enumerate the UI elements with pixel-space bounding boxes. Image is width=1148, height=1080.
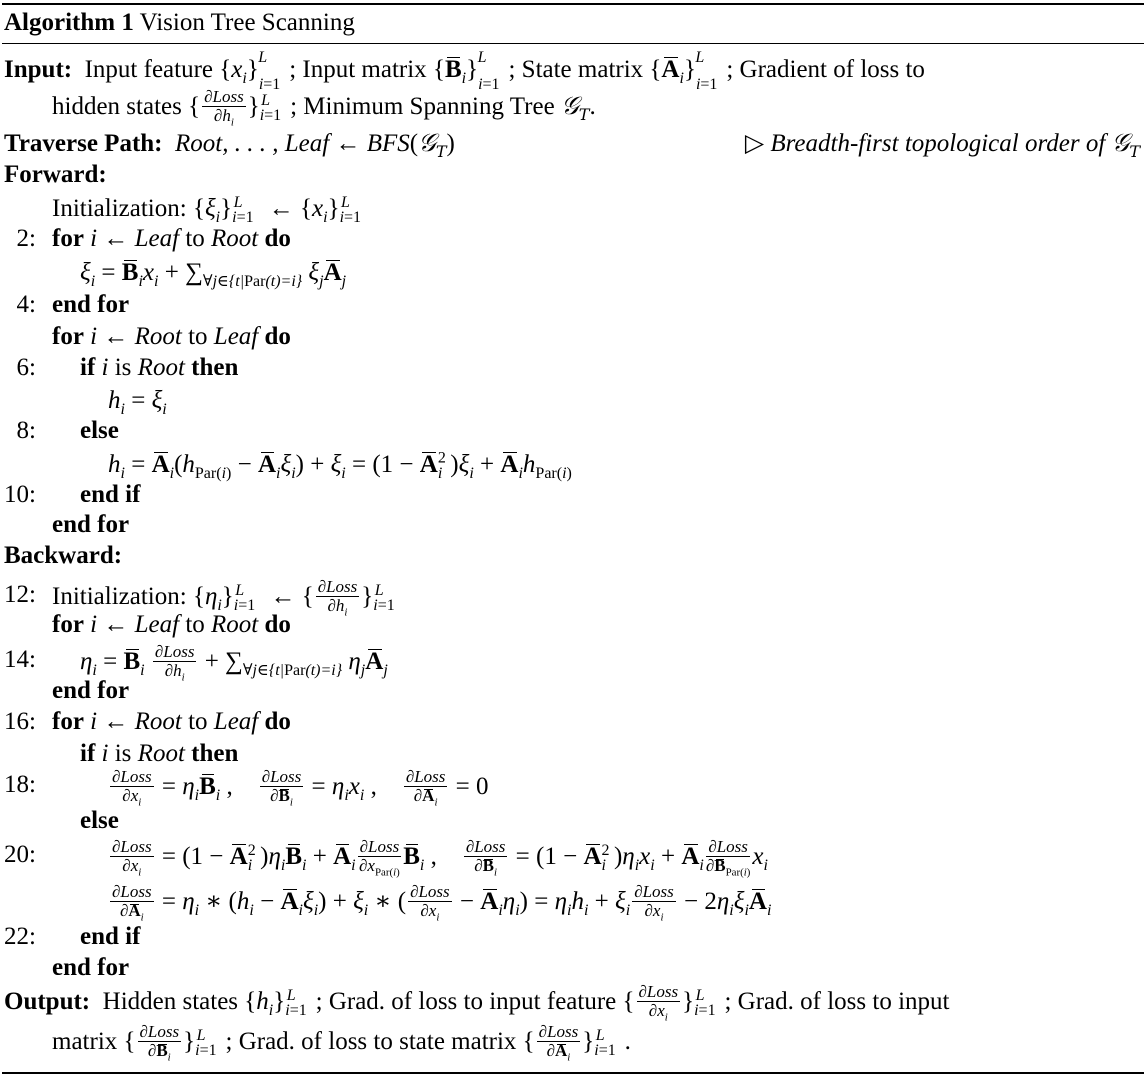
backward-label-text: Backward: xyxy=(4,542,123,569)
math: $\{A_i\}_{i=1}^L$ xyxy=(649,48,718,93)
input-line-1 xyxy=(4,48,925,93)
kw-to: to xyxy=(188,323,208,350)
kw-endif: end if xyxy=(80,923,141,950)
kw-if: if xyxy=(80,740,96,767)
fraction: $\frac{\text{∂Loss}}{\partial x_i}$ xyxy=(638,982,679,1024)
output-matrix-text: matrix xyxy=(52,1028,118,1056)
line-number: 10: xyxy=(4,481,36,508)
kw-endif: end if xyxy=(80,481,141,508)
backward-root-grads: $\frac{\text{∂Loss}}{\partial x_i}$ = $\eta_iB_i$ , $\frac{\text{∂Loss}}{\partial B_i}$ = $\eta_ix_i$ , $\frac{\text{∂Loss}}{\partial A_i}$ = 0 xyxy=(112,767,489,809)
backward-for-2: for i ← Root to Leaf do xyxy=(52,708,291,735)
kw-do: do xyxy=(264,611,291,638)
fraction: $\frac{\text{∂Loss}}{\partial A_i}$ xyxy=(405,767,446,809)
line-number: 8: xyxy=(16,417,36,444)
input-feature-text: Input feature xyxy=(84,56,213,83)
algorithm-label: Algorithm 1 xyxy=(4,9,134,36)
backward-init-text: Initialization: xyxy=(52,583,187,611)
kw-do: do xyxy=(264,323,291,350)
line-number: 18: xyxy=(4,771,36,798)
kw-for: for xyxy=(52,708,84,735)
backward-endfor-1 xyxy=(52,676,129,706)
forward-label-text: Forward: xyxy=(4,161,107,188)
kw-do: do xyxy=(264,225,291,252)
kw-if: if xyxy=(80,354,96,381)
backward-endif xyxy=(80,922,140,952)
fraction: $\frac{\text{∂Loss}}{\partial x_{Par(i)}}$ xyxy=(359,837,400,879)
backward-endfor-2 xyxy=(52,953,129,983)
kw-to: to xyxy=(185,611,205,638)
input-hidden-text: hidden states xyxy=(52,93,182,121)
math: $\{B_i\}_{i=1}^L$ xyxy=(432,48,500,93)
line-number: 20: xyxy=(4,841,36,868)
output-line-2: matrix { $\frac{\text{∂Loss}}{\partial B_i}$ }$_{i=1}^L$ ; Grad. of loss to state matrix { $\frac{\text{∂Loss}}{\partial A_i}$ }$_{i=1}^L$ . xyxy=(52,1022,631,1064)
kw-for: for xyxy=(52,611,84,638)
traverse-label: Traverse Path: xyxy=(4,130,163,157)
bottom-rule xyxy=(2,1072,1144,1074)
output-grad-feature-text: ; Grad. of loss to input feature xyxy=(315,988,617,1016)
traverse-line: Traverse Path: Root, . . . , Leaf ← BFS(𝒢$_T$) xyxy=(4,128,455,161)
top-rule xyxy=(2,3,1144,5)
kw-endfor: end for xyxy=(52,954,130,981)
output-hidden-text: Hidden states xyxy=(102,988,239,1016)
math: $\{x_i\}_{i=1}^L$ xyxy=(219,48,281,93)
forward-else xyxy=(80,416,119,446)
fraction: $\frac{\text{∂Loss}}{\partial B_{Par(i)}}$ xyxy=(705,837,751,879)
input-matrix-text: ; Input matrix xyxy=(289,56,427,83)
forward-init-line: Initialization: $\{\xi_i\}_{i=1}^L$ ← $\{x_i\}_{i=1}^L$ xyxy=(52,193,362,226)
forward-h-eq: $h_i = A_i(h_{Par(i)} - A_i\xi_i) + \xi_i = (1 - A^2_i$ )$\xi_i + A_ih_{Par(i)}$ xyxy=(108,449,572,482)
forward-endfor-1 xyxy=(52,290,129,320)
forward-if: if i is Root then xyxy=(80,354,239,381)
fraction: $\frac{\text{∂Loss}}{\partial x_i}$ xyxy=(410,882,450,924)
kw-then: then xyxy=(191,354,239,381)
forward-init-text: Initialization: xyxy=(52,195,187,222)
backward-if: if i is Root then xyxy=(80,740,239,767)
input-mst-text: ; Minimum Spanning Tree xyxy=(290,93,555,121)
kw-to: to xyxy=(185,225,205,252)
kw-endfor: end for xyxy=(52,677,130,704)
forward-for-1: for i ← Leaf to Root do xyxy=(52,225,291,252)
backward-grads-1: $\frac{\text{∂Loss}}{\partial x_i}$ = ($1 - A^2_i$ )$\eta_iB_i + A_i$ $\frac{\text{∂Loss}}{\partial x_{Par(i)}}$ $B_i$ , $\frac{\text{∂Loss}}{\partial B_i}$ = ($1 - A^2_i$ )$\eta_ix_i + A_i$ $\frac{\text{∂Loss}}{\partial B_{Par(i)}}$ $x_i$ xyxy=(112,837,768,879)
traverse-comment: ▷ Breadth-first topological order of 𝒢$_T$ xyxy=(744,128,1140,161)
input-state-text: ; State matrix xyxy=(508,56,644,83)
backward-grads-2: $\frac{\text{∂Loss}}{\partial A_i}$ = $\eta_i$ ∗ $(h_i - A_i\xi_i) + \xi_i$ ∗ ( $\frac{\text{∂Loss}}{\partial x_i}$ − $A_i\eta_i) = \eta_ih_i + \xi_i$ $\frac{\text{∂Loss}}{\partial x_i}$ − $2\eta_i\xi_iA_i$ xyxy=(112,882,772,924)
output-label: Output: xyxy=(4,988,91,1016)
backward-for-1: for i ← Leaf to Root do xyxy=(52,611,291,638)
line-number: 2: xyxy=(16,225,36,252)
kw-for: for xyxy=(52,323,84,350)
backward-else xyxy=(80,806,119,836)
fraction: $\frac{\text{∂Loss}}{\partial h_i}$ xyxy=(317,577,358,619)
fraction: $\frac{\text{∂Loss}}{\partial A_i}$ xyxy=(112,882,152,924)
kw-endfor: end for xyxy=(52,291,130,318)
forward-endfor-2 xyxy=(52,510,129,540)
fraction: $\frac{\text{∂Loss}}{\partial B_i}$ xyxy=(465,837,506,879)
traverse-comment-text: Breadth-first topological order of xyxy=(770,130,1106,157)
algorithm-title xyxy=(4,8,355,38)
fraction: $\frac{\text{∂Loss}}{\partial h_i}$ xyxy=(154,642,195,684)
kw-do: do xyxy=(264,708,291,735)
forward-for-2: for i ← Root to Leaf do xyxy=(52,323,291,350)
kw-else: else xyxy=(80,807,119,834)
fraction: $\frac{\text{∂Loss}}{\partial x_i}$ xyxy=(112,837,152,879)
fraction: $\frac{\text{∂Loss}}{\partial A_i}$ xyxy=(538,1022,579,1064)
line-number: 22: xyxy=(4,923,36,950)
kw-for: for xyxy=(52,225,84,252)
backward-init-line: Initialization: $\{\eta_i\}_{i=1}^L$ ← { $\frac{\text{∂Loss}}{\partial h_i}$ }$_{i=1}^L$ xyxy=(52,577,395,619)
kw-is: is xyxy=(114,354,132,381)
kw-then: then xyxy=(191,740,239,767)
kw-else: else xyxy=(80,417,119,444)
backward-eta-eq: $\eta_i = B_i$ $\frac{\text{∂Loss}}{\partial h_i}$ + $\sum_{\forall j\in\{t|Par(t)=i\}}$ $\eta_jA_j$ xyxy=(80,642,388,684)
line-number: 16: xyxy=(4,708,36,735)
backward-label xyxy=(4,541,122,571)
forward-label xyxy=(4,160,107,190)
output-grad-input-text: ; Grad. of loss to input xyxy=(724,988,950,1016)
fraction: $\frac{\text{∂Loss}}{\partial x_i}$ xyxy=(634,882,674,924)
forward-endif xyxy=(80,480,140,510)
output-line-1: Output: Hidden states $\{h_i\}_{i=1}^L$ ; Grad. of loss to input feature { $\frac{\text{∂Loss}}{\partial x_i}$ }$_{i=1}^L$ ; Grad. of loss to input xyxy=(4,982,950,1024)
input-line-2: hidden states { $\frac{\text{∂Loss}}{\partial h_i}$ }$_{i=1}^L$ ; Minimum Spanning Tree 𝒢$_T$. xyxy=(52,87,596,129)
line-number: 12: xyxy=(4,581,36,608)
fraction: $\frac{\text{∂Loss}}{\partial x_i}$ xyxy=(112,767,152,809)
kw-endfor: end for xyxy=(52,511,130,538)
input-label: Input: xyxy=(4,56,73,83)
title-rule xyxy=(2,43,1144,44)
output-grad-state-text: ; Grad. of loss to state matrix xyxy=(225,1028,517,1056)
forward-h-root: $h_i = \xi_i$ xyxy=(108,387,167,418)
fraction: $\frac{\text{∂Loss}}{\partial B_i}$ xyxy=(261,767,302,809)
kw-is: is xyxy=(114,740,132,767)
line-number: 4: xyxy=(16,291,36,318)
line-number: 6: xyxy=(16,354,36,381)
fraction: $\frac{\text{∂Loss}}{\partial h_i}$ xyxy=(204,87,244,129)
forward-xi-eq: $\xi_i = B_ix_i + \sum_{\forall j\in\{t|Par(t)=i\}}$ $\xi_jA_j$ xyxy=(80,259,347,290)
input-grad-text: ; Gradient of loss to xyxy=(726,56,925,83)
line-number: 14: xyxy=(4,646,36,673)
kw-to: to xyxy=(188,708,208,735)
fraction: $\frac{\text{∂Loss}}{\partial B_i}$ xyxy=(139,1022,180,1064)
algorithm-name: Vision Tree Scanning xyxy=(139,9,355,36)
